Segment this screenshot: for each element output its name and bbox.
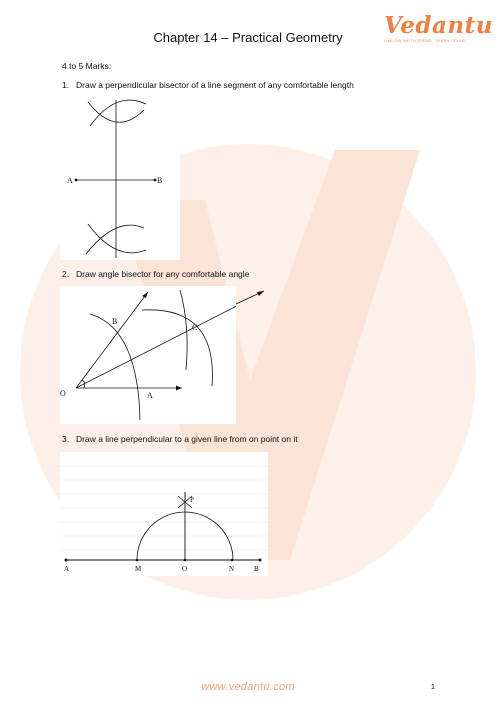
question-number: 3.	[62, 434, 70, 444]
question-1	[62, 80, 354, 90]
footer-url[interactable]: www.vedantu.com	[201, 681, 295, 693]
label-p: P	[190, 496, 194, 504]
question-number: 2.	[62, 269, 70, 279]
perpendicular-line-figure	[60, 452, 268, 576]
question-text: Draw a perpendicular bisector of a line segment of any comfortable length	[76, 80, 354, 90]
page-title: Chapter 14 – Practical Geometry	[153, 30, 343, 45]
question-text: Draw angle bisector for any comfortable angle	[76, 269, 250, 279]
label-n: N	[229, 565, 235, 573]
logo-tagline: LIVE ONLINE TUTORING · LEARN · EXCEL	[384, 39, 467, 43]
label-o: O	[182, 565, 188, 573]
label-b: B	[112, 317, 118, 326]
perpendicular-bisector-figure	[60, 98, 180, 260]
label-a: A	[147, 391, 153, 400]
page-number: 1	[431, 684, 435, 691]
question-text: Draw a line perpendicular to a given line from on point on it	[76, 434, 298, 444]
label-a: A	[64, 565, 70, 573]
label-m: M	[135, 565, 142, 573]
question-3	[62, 434, 298, 444]
label-b: B	[254, 565, 259, 573]
angle-bisector-figure	[60, 286, 236, 424]
label-c: C	[192, 323, 198, 332]
logo-wordmark: Vedantu	[384, 12, 493, 39]
section-label: 4 to 5 Marks:	[62, 61, 112, 71]
question-number: 1.	[62, 80, 70, 90]
label-b: B	[157, 176, 163, 185]
label-a: A	[67, 176, 73, 185]
bisector-arrow-extension	[236, 286, 268, 310]
question-2	[62, 269, 249, 279]
label-o: O	[60, 389, 66, 398]
